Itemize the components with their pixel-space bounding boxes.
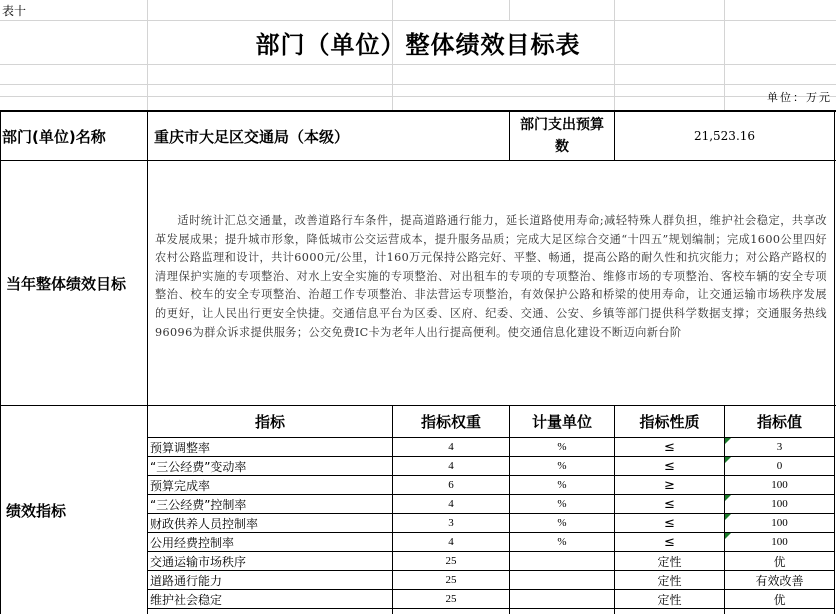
row-nature: ≤: [664, 515, 675, 531]
dept-label: 部门(单位)名称: [2, 127, 106, 146]
row-value: 优: [773, 554, 786, 569]
table-tag: 表十: [2, 3, 27, 18]
row-unit: [510, 590, 614, 608]
row-value: 有效改善: [755, 573, 804, 588]
row-unit: %: [557, 460, 567, 472]
cell-marker-icon: [725, 438, 731, 444]
row-name: 道路通行能力: [150, 573, 223, 588]
row-unit: %: [557, 536, 567, 548]
row-name: “三公经费”变动率: [150, 459, 247, 474]
expense-label: 部门支出预算数: [520, 117, 604, 155]
grid-line: [509, 0, 510, 20]
cell-marker-icon: [725, 495, 731, 501]
row-value: 优: [773, 592, 786, 607]
header-weight: 指标权重: [420, 413, 481, 431]
header-indicator: 指标: [254, 413, 285, 431]
page-title: 部门（单位）整体绩效目标表: [255, 29, 581, 59]
row-unit: %: [557, 479, 567, 491]
row-nature: 定性: [657, 592, 682, 607]
cell-marker-icon: [725, 457, 731, 463]
row-weight: 25: [445, 555, 457, 567]
row-unit: %: [557, 498, 567, 510]
row-unit: %: [557, 441, 567, 453]
row-value: 100: [771, 536, 788, 548]
expense-value: 21,523.16: [693, 129, 756, 143]
row-weight: 4: [448, 498, 454, 510]
row-value: 100: [771, 498, 788, 510]
row-name: “三公经费”控制率: [150, 497, 247, 512]
table-border: [509, 110, 510, 160]
unit-label: 单位：万元: [767, 91, 832, 104]
row-name: 公用经费控制率: [150, 535, 235, 550]
row-nature: ≥: [664, 477, 675, 493]
row-value: 0: [776, 460, 783, 472]
row-nature: ≤: [664, 458, 675, 474]
grid-line: [0, 64, 836, 65]
row-unit: [510, 552, 614, 570]
target-label: 当年整体绩效目标: [6, 274, 127, 293]
grid-line: [0, 96, 836, 97]
row-weight: 4: [448, 460, 454, 472]
row-name: 维护社会稳定: [150, 592, 223, 607]
row-name: 预算调整率: [150, 440, 211, 455]
cell-marker-icon: [725, 514, 731, 520]
table-border: [0, 110, 1, 614]
row-name: 交通运输市场秩序: [150, 554, 247, 569]
grid-line: [0, 20, 836, 21]
row-name: 财政供养人员控制率: [150, 516, 259, 531]
row-weight: 4: [448, 536, 454, 548]
row-weight: 25: [445, 593, 457, 605]
row-name: 预算完成率: [150, 478, 211, 493]
target-text: 适时统计汇总交通量，改善道路行车条件，提高道路通行能力，延长道路使用寿命;减轻特殊人群负担，维护社会稳定，共享改革发展成果；提升城市形象，降低城市公交运营成本，提升服务品质；完成大足区综合交通“十四五”规划编制；完成1600公里四好农村公路监理和设计，共计6000元/公里，计160万元保持公路完好、平整、畅通，提高公路的耐久性和抗灾能力；对公路产路权的清理保护实施的专项整治、对水上安全实施的专项整治、对出租车的专项的专项整治、维修市场的专项整治、客校车辆的安全专项整治、校车的安全专项整治、治超工作专项整治、非法营运专项整治，有效保护公路和桥梁的使用寿命，让交通运输市场秩序发展的更好，让人民出行更安全快捷。交通信息平台为区委、区府、纪委、交通、公安、乡镇等部门提供科学数据支撑；交通服务热线96096为群众诉求提供服务；公交免费IC卡为老年人出行提高便利。使交通信息化建设不断迈向新台阶: [155, 214, 827, 339]
row-unit: %: [557, 517, 567, 529]
grid-line: [0, 84, 836, 85]
header-nature: 指标性质: [639, 413, 700, 431]
row-nature: 定性: [657, 554, 682, 569]
indicator-section-label: 绩效指标: [6, 501, 67, 520]
header-value: 指标值: [756, 413, 802, 431]
row-value: 3: [776, 441, 783, 453]
table-border: [147, 608, 835, 609]
row-value: 100: [771, 479, 788, 491]
header-unit: 计量单位: [531, 413, 592, 431]
dept-name: 重庆市大足区交通局（本级）: [154, 127, 350, 146]
cell-marker-icon: [725, 533, 731, 539]
row-nature: ≤: [664, 496, 675, 512]
row-unit: [510, 571, 614, 589]
row-weight: 6: [448, 479, 454, 491]
row-weight: 3: [448, 517, 454, 529]
row-weight: 4: [448, 441, 454, 453]
row-weight: 25: [445, 574, 457, 586]
row-nature: 定性: [657, 573, 682, 588]
row-nature: ≤: [664, 534, 675, 550]
row-value: 100: [771, 517, 788, 529]
row-nature: ≤: [664, 439, 675, 455]
table-border: [834, 110, 835, 614]
